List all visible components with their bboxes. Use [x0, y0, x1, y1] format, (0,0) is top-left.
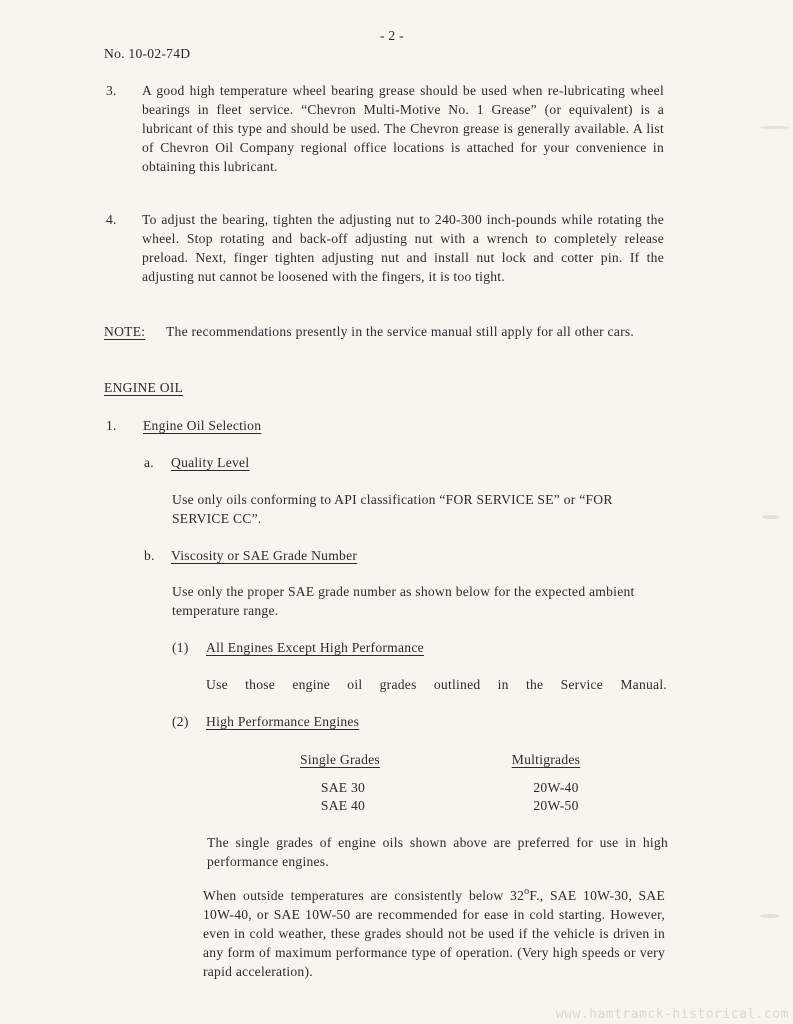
single-grades-paragraph: The single grades of engine oils shown above are preferred for use in high performance engines. [207, 835, 668, 869]
quality-letter: a. [144, 455, 154, 470]
viscosity-text: Use only the proper SAE grade number as shown below for the expected ambient temperature range. [172, 584, 635, 618]
page-number: - 2 - [380, 28, 404, 43]
table-header-single-grades: Single Grades [300, 752, 380, 767]
site-watermark: www.hamtramck-historical.com [555, 1007, 789, 1022]
cold-weather-paragraph [203, 886, 665, 981]
document-number: No. 10-02-74D [104, 46, 191, 61]
subsection-number: 1. [106, 418, 117, 433]
quality-text: Use only oils conforming to API classification “FOR SERVICE SE” or “FOR SERVICE CC”. [172, 492, 613, 526]
note-label: NOTE: [104, 324, 146, 339]
note-text-body: The recommendations presently in the service manual still apply for all other cars. [166, 324, 635, 339]
scan-speck [760, 914, 780, 918]
degree-symbol: o [524, 886, 530, 897]
viscosity-letter: b. [144, 548, 155, 563]
table-cell: SAE 30 [320, 780, 366, 795]
table-header-multigrades: Multigrades [511, 752, 581, 767]
table-cell: SAE 40 [320, 798, 366, 813]
table-cell: 20W-40 [533, 780, 579, 795]
cold-weather-text-rest: F., SAE 10W-30, SAE 10W-40, or SAE 10W-50 are recommended for ease in cold starting. However, even in cold weather, these grades should not be used if the vehicle is driven in any form of maximum performance type of operation. (Very high speeds or very rapid acceleration). [203, 888, 665, 979]
sub2-number: (2) [172, 714, 189, 729]
sub1-title: All Engines Except High Performance [206, 640, 424, 655]
subsection-title: Engine Oil Selection [143, 418, 262, 433]
sub1-text: Use those engine oil grades outlined in the Service Manual. [206, 677, 667, 692]
item-paragraph: To adjust the bearing, tighten the adjusting nut to 240-300 inch-pounds while rotating the wheel. Stop rotating and back-off adjusting nut with a wrench to completely release preload. Next, finger tighten adjusting nut and install nut lock and cotter pin. If the adjusting nut cannot be loosened with the fingers, it is too tight. [142, 212, 664, 284]
sub2-title: High Performance Engines [206, 714, 360, 729]
note-text [104, 322, 664, 341]
scan-speck [760, 126, 790, 129]
item-number: 4. [106, 212, 117, 227]
cold-weather-text-start: When outside temperatures are consistently below 32 [203, 888, 525, 903]
item-paragraph: A good high temperature wheel bearing grease should be used when re-lubricating wheel bearings in fleet service. “Chevron Multi-Motive No. 1 Grease” (or equivalent) is a lubricant of this type and should be used. The Chevron grease is generally available. A list of Chevron Oil Company regional office locations is attached for your convenience in obtaining this lubricant. [142, 83, 664, 174]
item-number: 3. [106, 83, 117, 98]
scan-speck [762, 515, 780, 519]
viscosity-title: Viscosity or SAE Grade Number [171, 548, 358, 563]
table-cell: 20W-50 [533, 798, 579, 813]
section-heading: ENGINE OIL [104, 380, 184, 395]
sub1-number: (1) [172, 640, 189, 655]
quality-title: Quality Level [171, 455, 250, 470]
